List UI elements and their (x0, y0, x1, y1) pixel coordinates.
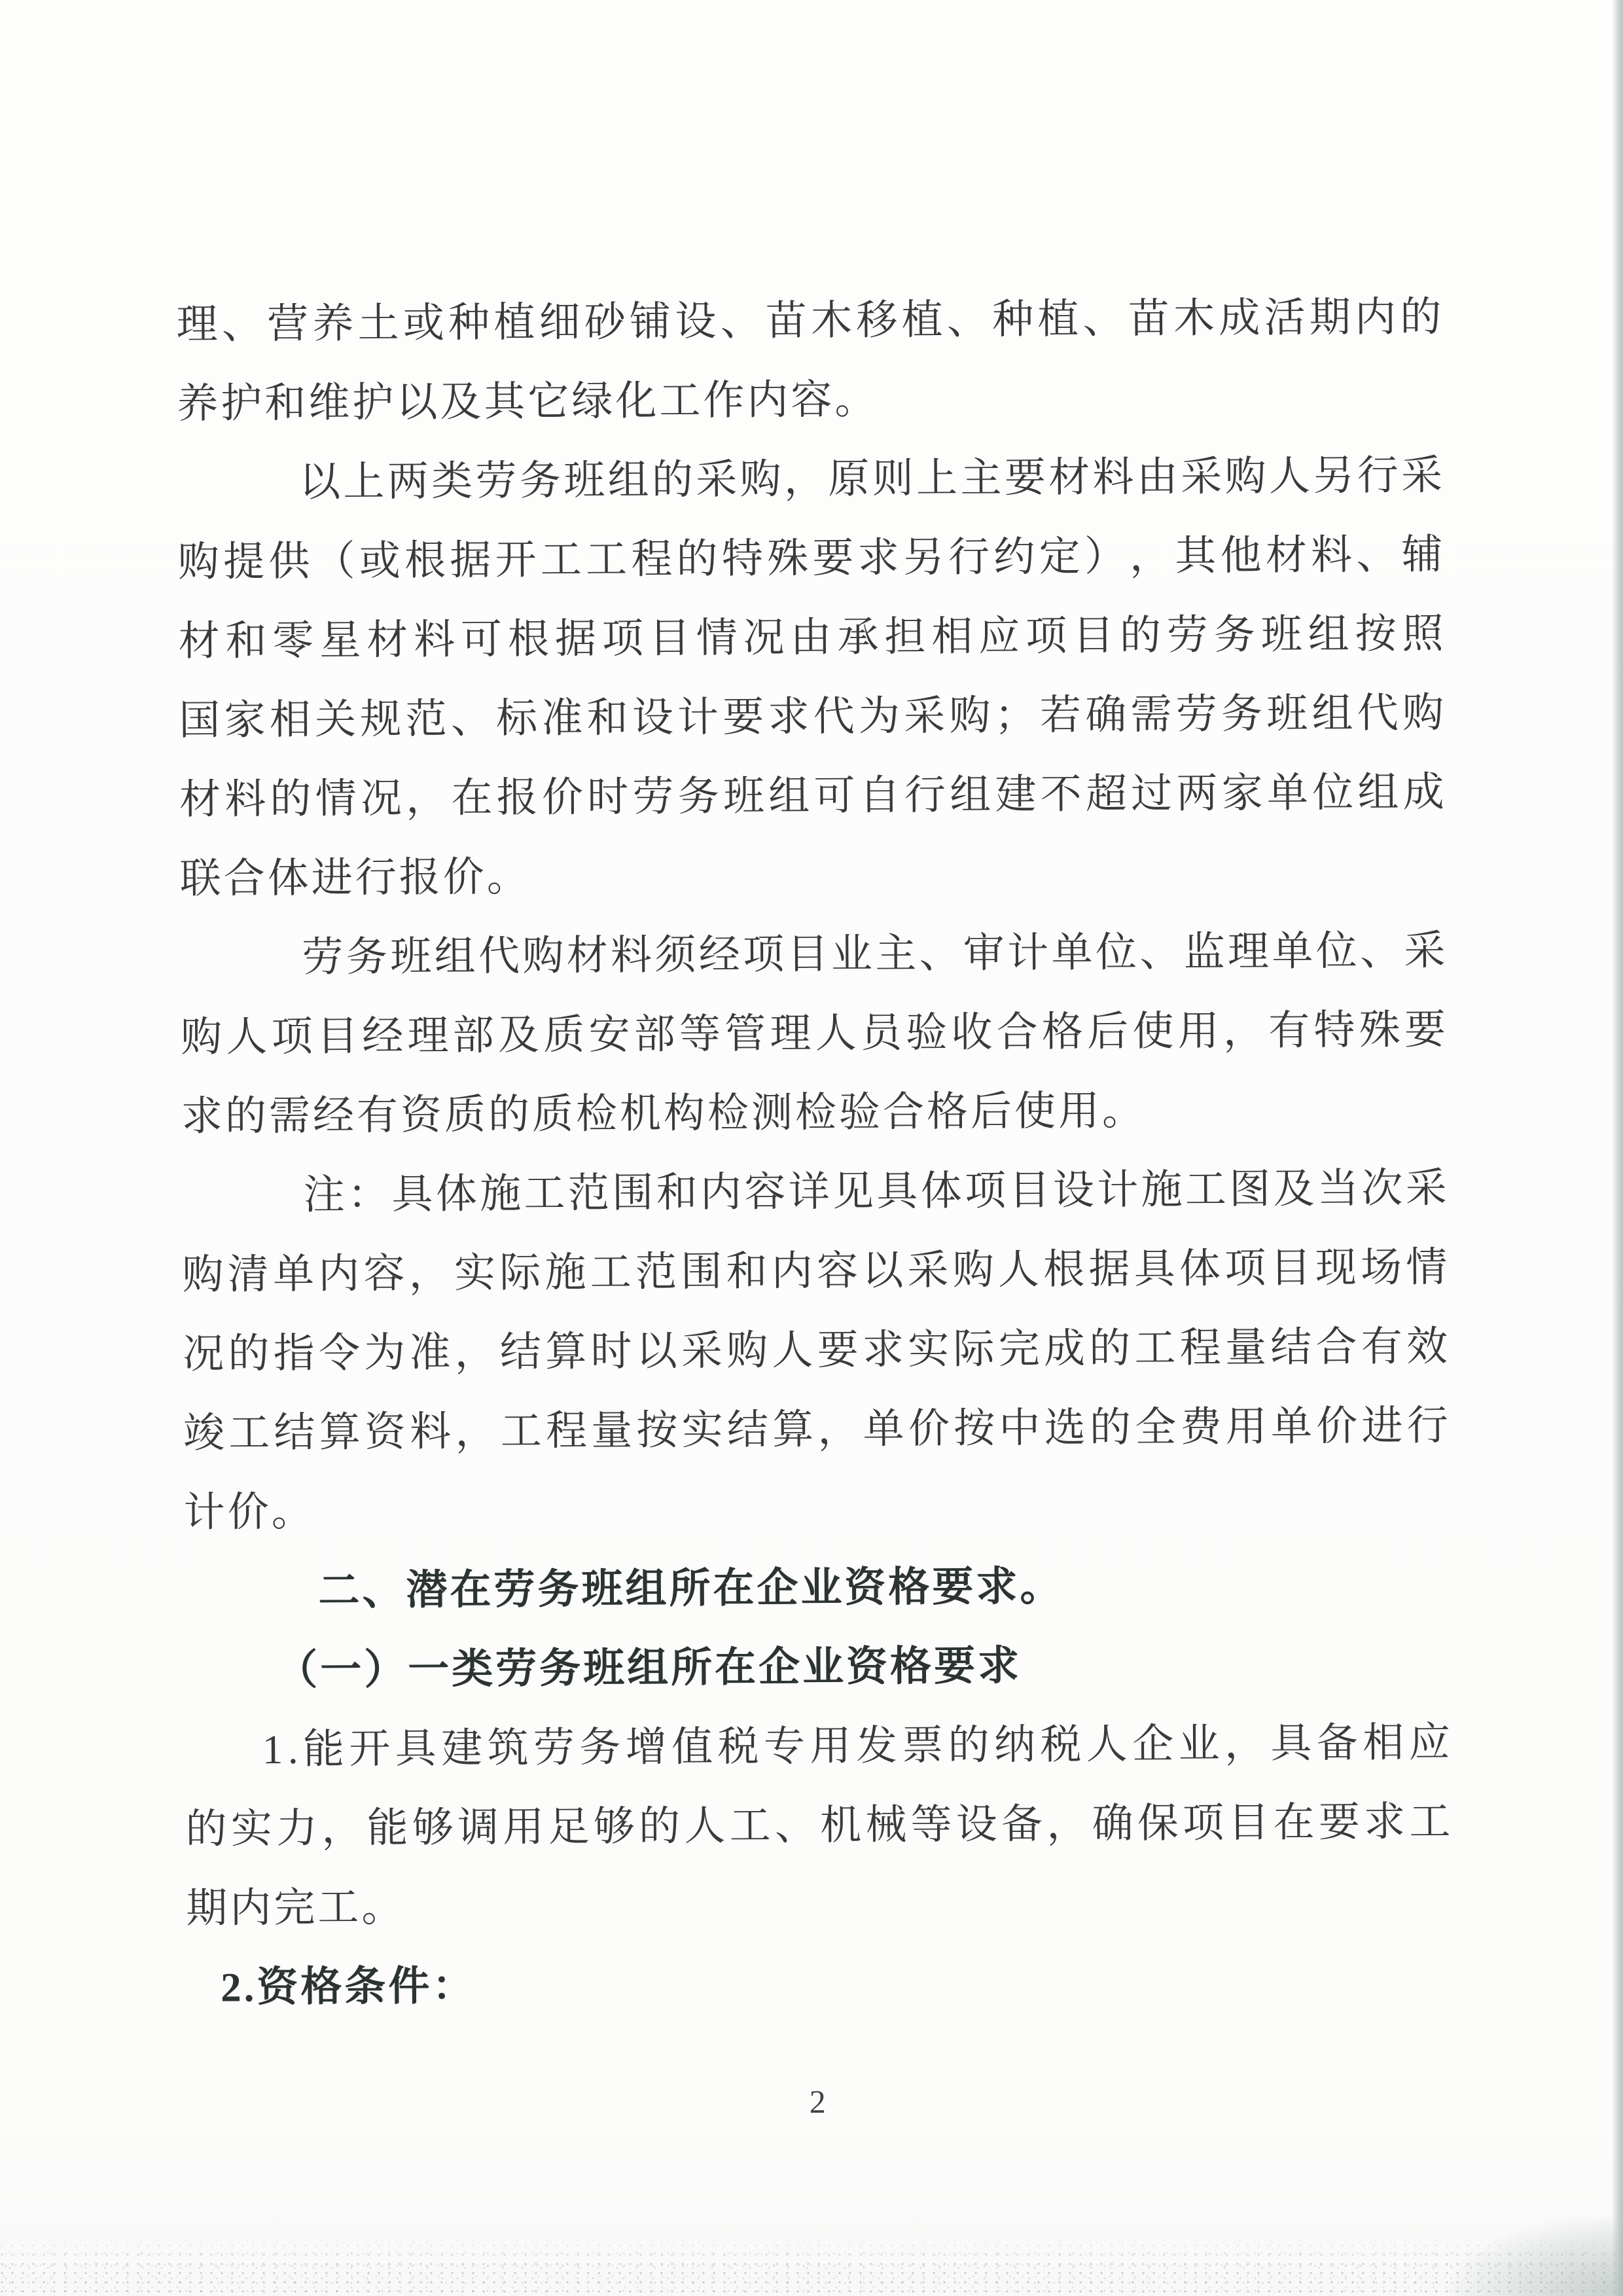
text-line: 1 . 能 开 具 建 筑 劳 务 增 值 税 专 用 发 票 的 纳 税 人 企 业 ， 具 备 相 应 (262, 1719, 1450, 1773)
text-line: 购 清 单 内 容 ， 实 际 施 工 范 围 和 内 容 以 采 购 人 根 据 具 体 项 目 现 场 情 (182, 1244, 1448, 1298)
text-line: 购 人 项 目 经 理 部 及 质 安 部 等 管 理 人 员 验 收 合 格 后 使 用 ， 有 特 殊 要 (181, 1007, 1446, 1060)
text-line: 购 提 供 （ 或 根 据 开 工 工 程 的 特 殊 要 求 另 行 约 定 ） ， 其 他 材 料 、 辅 (177, 531, 1443, 585)
page-number: 2 (809, 2083, 826, 2121)
text-line: 理 、 营 养 土 或 种 植 细 砂 铺 设 、 苗 木 移 植 、 种 植 、 苗 木 成 活 期 内 的 (176, 294, 1442, 348)
text-lines (176, 278, 1452, 2028)
text-line: 注 ： 具 体 施 工 范 围 和 内 容 详 见 具 体 项 目 设 计 施 工 图 及 当 次 采 (303, 1165, 1447, 1218)
text-line: 竣 工 结 算 资 料 ， 工 程 量 按 实 结 算 ， 单 价 按 中 选 的 全 费 用 单 价 进 行 (183, 1403, 1448, 1456)
text-line: 以 上 两 类 劳 务 班 组 的 采 购 ， 原 则 上 主 要 材 料 由 采 购 人 另 行 采 (298, 452, 1443, 505)
text-line: 2.资格条件： (220, 1963, 476, 2011)
scanner-noise-bottom (0, 2234, 1623, 2296)
text-line: 劳 务 班 组 代 购 材 料 须 经 项 目 业 主 、 审 计 单 位 、 监 理 单 位 、 采 (302, 927, 1446, 980)
text-line: 材 和 零 星 材 料 可 根 据 项 目 情 况 由 承 担 相 应 项 目 的 劳 务 班 组 按 照 (178, 611, 1444, 664)
text-line: 况 的 指 令 为 准 ， 结 算 时 以 采 购 人 要 求 实 际 完 成 的 工 程 量 结 合 有 效 (183, 1323, 1448, 1377)
text-line: 养护和维护以及其它绿化工作内容。 (177, 376, 879, 427)
text-line: 求的需经有资质的质检机构检测检验合格后使用。 (181, 1087, 1147, 1139)
text-line: 计价。 (183, 1488, 315, 1535)
text-line: （一）一类劳务班组所在企业资格要求 (276, 1643, 1022, 1694)
text-line: 期内完工。 (186, 1884, 406, 1931)
text-line: 二、潜在劳务班组所在企业资格要求。 (318, 1563, 1064, 1614)
scanner-edge-right (1612, 0, 1623, 2296)
scanner-corner-shade (1453, 2217, 1623, 2296)
text-line: 国 家 相 关 规 范 、 标 准 和 设 计 要 求 代 为 采 购 ； 若 确 需 劳 务 班 组 代 购 (179, 690, 1444, 744)
text-line: 的 实 力 ， 能 够 调 用 足 够 的 人 工 、 机 械 等 设 备 ， 确 保 项 目 在 要 求 工 (185, 1799, 1451, 1852)
text-line: 材 料 的 情 况 ， 在 报 价 时 劳 务 班 组 可 自 行 组 建 不 超 过 两 家 单 位 组 成 (179, 769, 1444, 823)
text-line: 联合体进行报价。 (179, 853, 531, 902)
